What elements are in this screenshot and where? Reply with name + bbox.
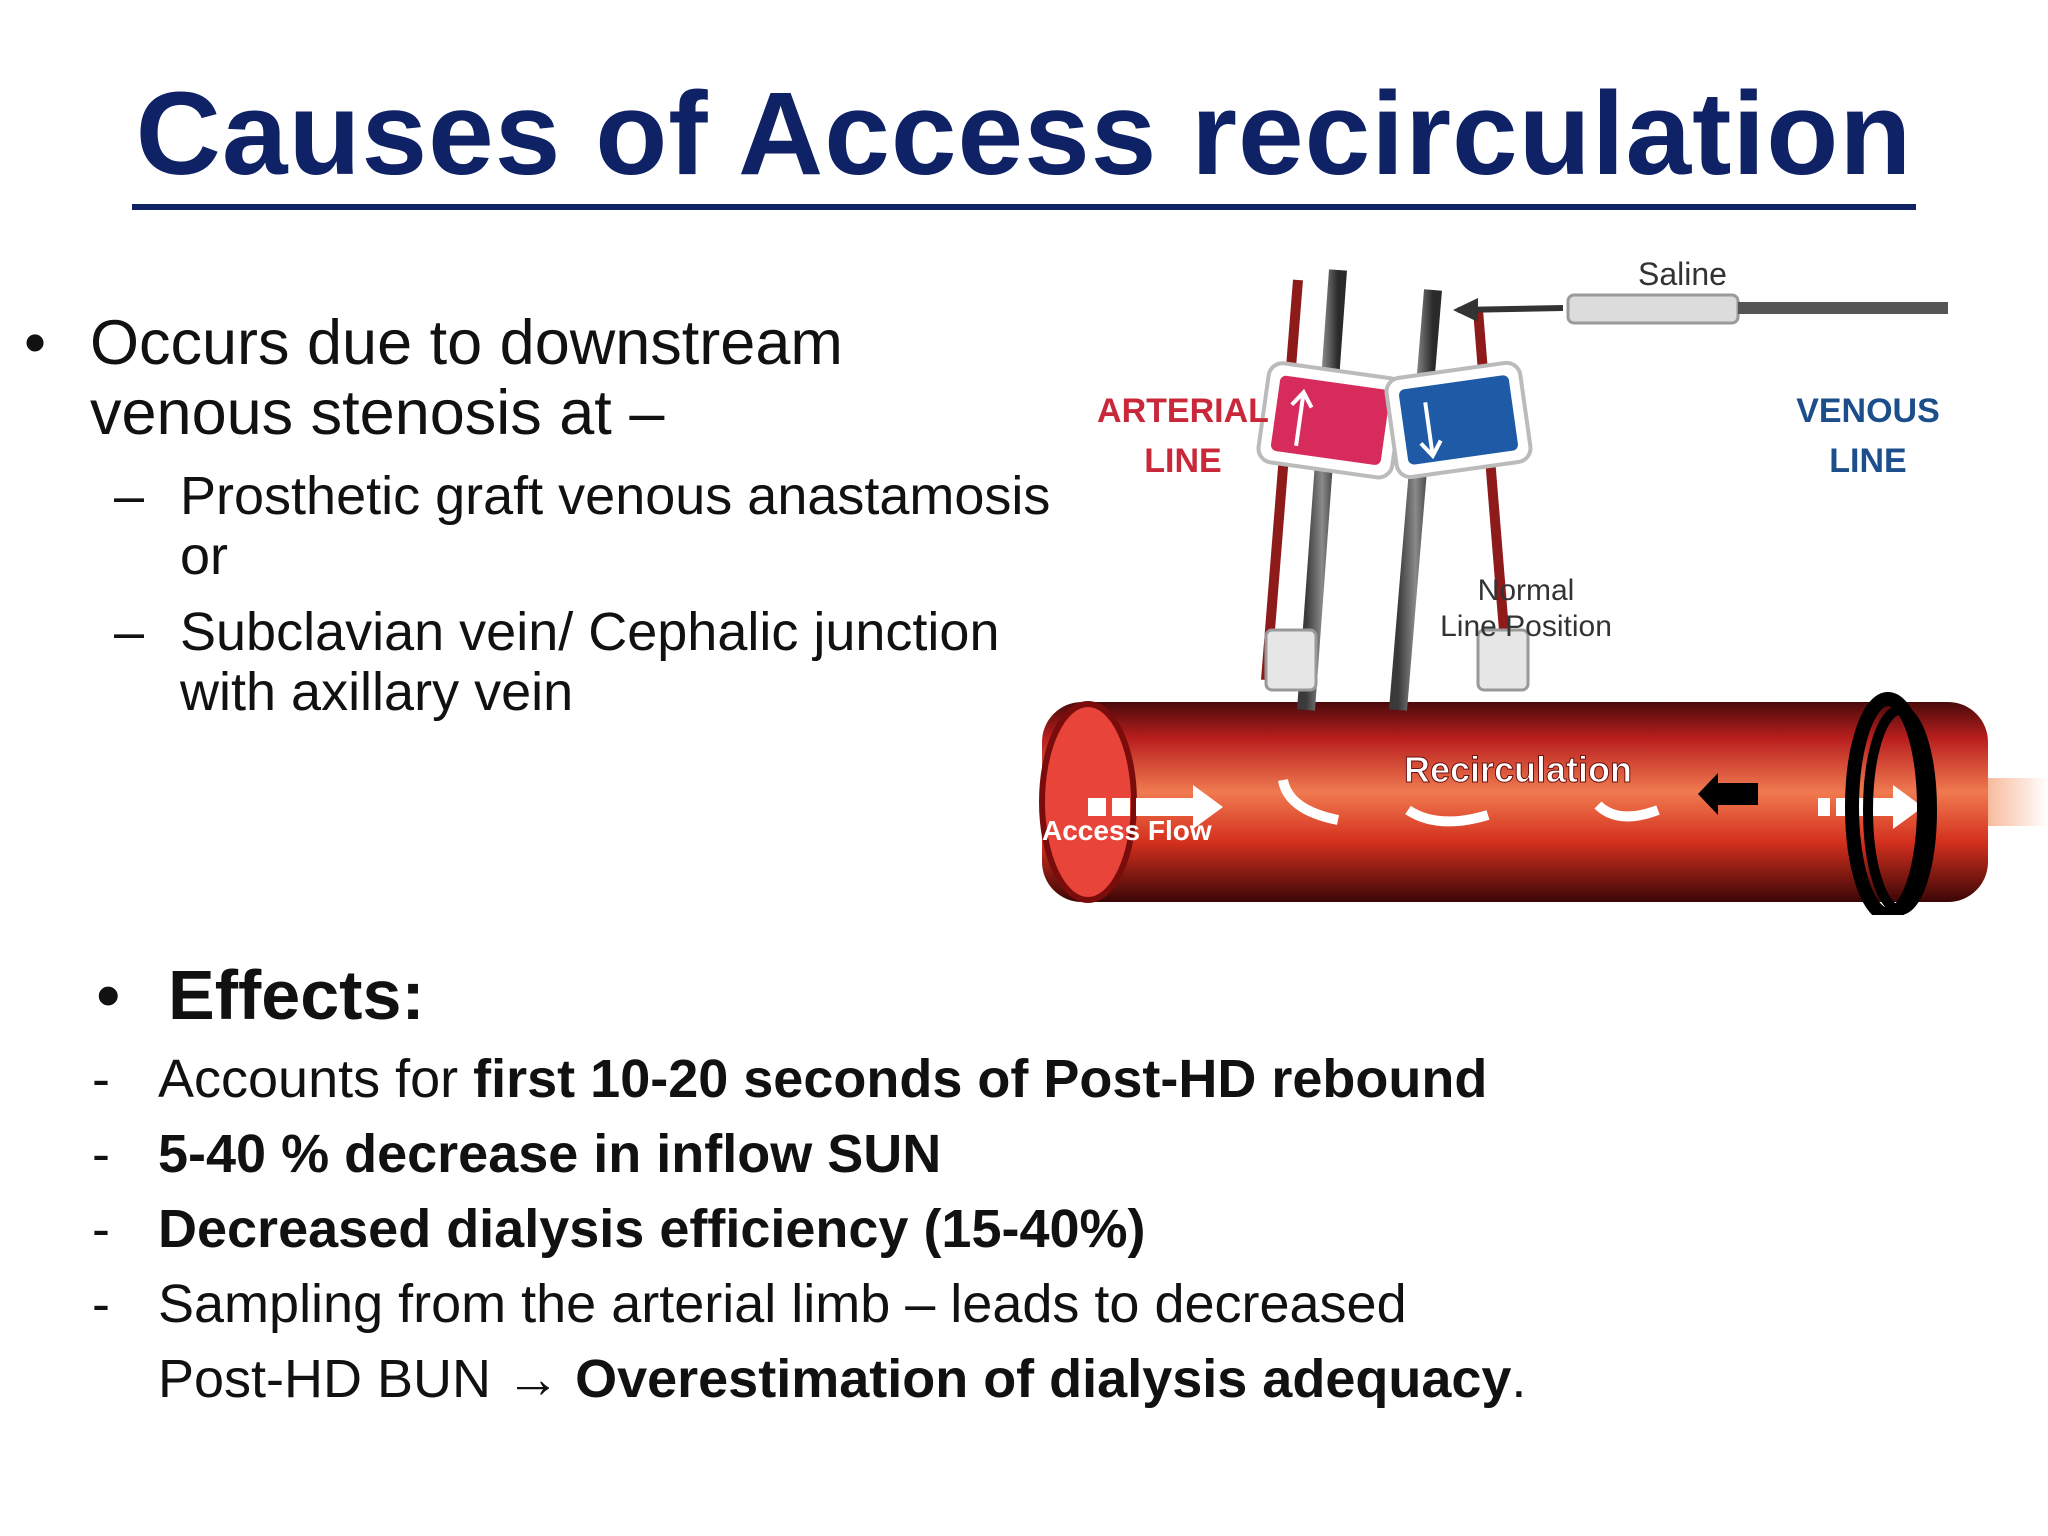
list-marker: -	[92, 1049, 110, 1109]
venous-tube	[1398, 290, 1433, 710]
sub-bullet	[114, 466, 1080, 586]
arterial-line-label: LINE	[1144, 442, 1222, 480]
list-marker: -	[92, 1124, 110, 1184]
list-marker: -	[92, 1274, 110, 1334]
venous-line-label: VENOUS	[1796, 392, 1940, 430]
sub-bullet	[114, 602, 1080, 722]
bullet-dot: •	[24, 308, 47, 378]
sub-bullet-line1: Prosthetic graft venous anastamosis	[180, 466, 1051, 526]
effect-bold-text: Decreased dialysis efficiency (15-40%)	[158, 1199, 1146, 1259]
arterial-sensor	[1257, 361, 1405, 479]
sub-bullet-dash: –	[114, 602, 145, 662]
slide-title: Causes of Access recirculation	[0, 66, 2048, 202]
effects-heading	[96, 955, 425, 1035]
effect-plain-text: Sampling from the arterial limb – leads to decreased	[158, 1274, 1407, 1334]
saline-syringe	[1453, 295, 1948, 323]
recirculation-diagram	[1038, 250, 2048, 915]
sub-bullet-line2: with axillary vein	[180, 662, 574, 722]
main-bullet-line2: venous stenosis at –	[90, 378, 665, 448]
main-bullet	[24, 308, 1040, 448]
effect-plain-text: Accounts for	[158, 1049, 474, 1109]
arterial-tube-line	[1266, 280, 1298, 680]
venous-sensor	[1385, 361, 1533, 479]
main-bullet-line1: Occurs due to downstream	[90, 308, 843, 378]
sub-bullet-line1: Subclavian vein/ Cephalic junction	[180, 602, 1000, 662]
effect-plain-text: .	[1511, 1349, 1527, 1409]
effect-bold-text: first 10-20 seconds of Post-HD rebound	[473, 1049, 1488, 1109]
sub-bullet-line2: or	[180, 526, 229, 586]
saline-label: Saline	[1638, 256, 1727, 292]
sub-bullet-dash: –	[114, 466, 145, 526]
arterial-connector	[1266, 630, 1316, 690]
effect-plain-text: Post-HD BUN →	[158, 1349, 576, 1409]
bullet-dot: •	[96, 956, 121, 1034]
effect-bold-text: 5-40 % decrease in inflow SUN	[158, 1124, 942, 1184]
diagram-svg	[1038, 250, 2048, 915]
list-marker: -	[92, 1199, 110, 1259]
arterial-line-label: ARTERIAL	[1097, 392, 1269, 430]
effects-heading-text: Effects:	[168, 956, 425, 1034]
access-flow-label: Access Flow	[1042, 815, 1212, 846]
effect-bold-text: Overestimation of dialysis adequacy	[575, 1349, 1512, 1409]
normal-position-label: Line Position	[1440, 610, 1612, 643]
venous-line-label: LINE	[1829, 442, 1907, 480]
recirculation-label: Recirculation	[1403, 749, 1633, 790]
normal-position-label: Normal	[1477, 574, 1575, 607]
